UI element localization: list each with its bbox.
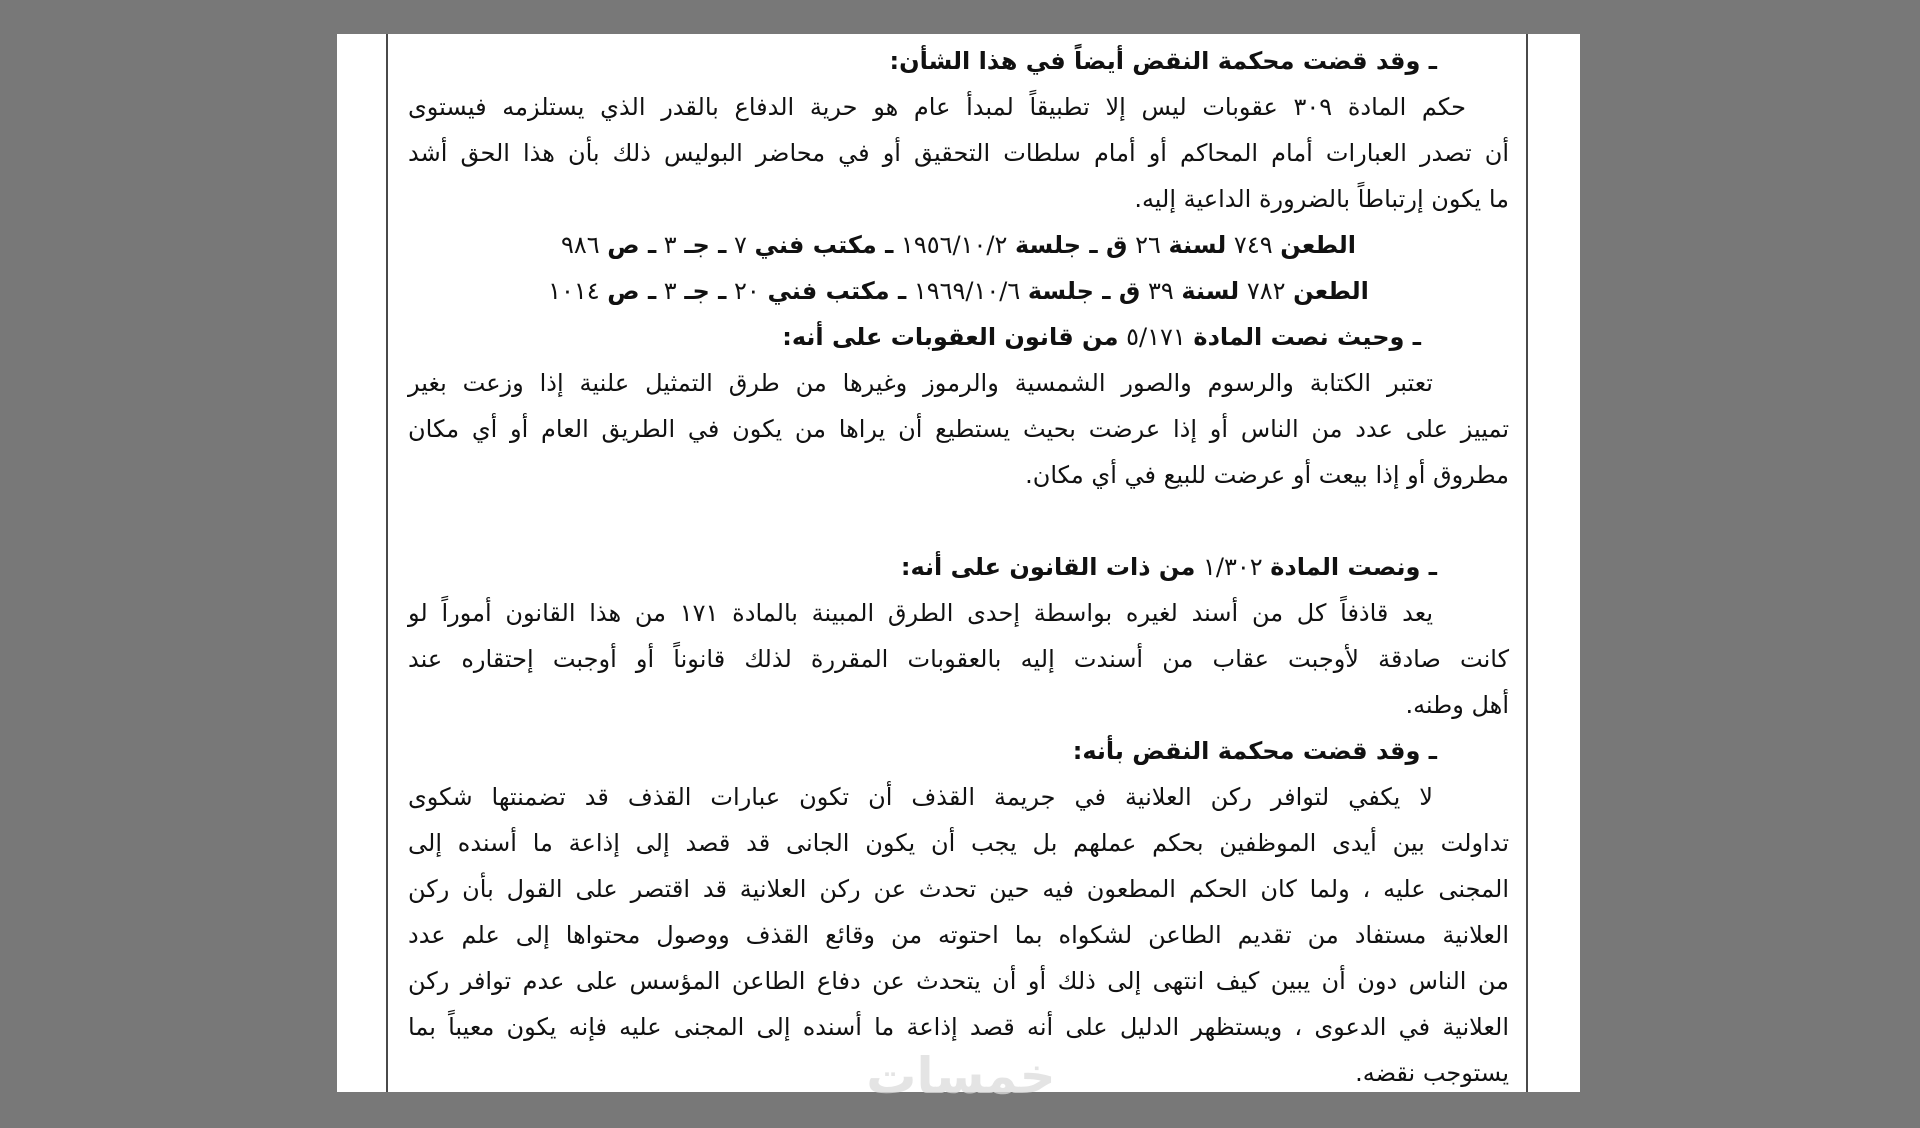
citation-appeal-number: ٧٤٩ <box>1233 231 1273 259</box>
citation-part-number: ٣ <box>663 231 677 259</box>
right-margin-rule <box>1526 34 1528 1092</box>
left-margin-rule <box>386 34 388 1092</box>
citation-office-number: ٧ <box>734 231 747 259</box>
blank-line <box>408 498 1509 544</box>
paragraph-line: مطروق أو إذا بيعت أو عرضت للبيع في أي مكان. <box>1025 461 1509 489</box>
paragraph-line: يعد قاذفاً كل من أسند لغيره بواسطة إحدى الطرق المبينة بالمادة ١٧١ من هذا القانون أموراً لو <box>408 599 1433 627</box>
citation-part-label: ـ جـ <box>684 277 727 305</box>
citation-year: ٢٦ <box>1135 231 1161 259</box>
citation-page-number: ١٠١٤ <box>548 277 600 305</box>
citation-page-label: ـ ص <box>607 277 657 305</box>
paragraph-line: من الناس دون أن يبين كيف انتهى إلى ذلك أو أن يتحدث عن دفاع الطاعن المؤسس على عدم توافر ركن <box>408 967 1509 995</box>
citation-year-label: لسنة <box>1181 277 1240 305</box>
heading-suffix: من قانون العقوبات على أنه: <box>782 323 1119 351</box>
citation-appeal-label: الطعن <box>1293 277 1369 305</box>
section-heading: ـ وقد قضت محكمة النقض بأنه: <box>1072 737 1437 765</box>
document-page <box>337 34 1580 1092</box>
paragraph-line: حكم المادة ٣٠٩ عقوبات ليس إلا تطبيقاً لمبدأ عام هو حرية الدفاع بالقدر الذي يستلزمه فيستوى <box>408 93 1466 121</box>
citation-year: ٣٩ <box>1147 277 1174 305</box>
document-body <box>408 38 1509 1096</box>
citation-appeal-label: الطعن <box>1280 231 1356 259</box>
heading-article-number: ١/٣٠٢ <box>1202 553 1263 581</box>
citation-session-label: ق ـ جلسة <box>1014 231 1128 259</box>
citation-line <box>408 222 1509 268</box>
section-heading <box>408 314 1509 360</box>
heading-suffix: من ذات القانون على أنه: <box>900 553 1196 581</box>
paragraph-line: تعتبر الكتابة والرسوم والصور الشمسية والرموز وغيرها من طرق التمثيل علنية إذا وزعت بغير <box>408 369 1433 397</box>
paragraph-line: أن تصدر العبارات أمام المحاكم أو أمام سلطات التحقيق أو في محاضر البوليس ذلك بأن هذا الحق أشد <box>408 139 1509 167</box>
citation-page-label: ـ ص <box>607 231 657 259</box>
heading-article-number: ٥/١٧١ <box>1126 323 1186 351</box>
citation-office-label: ـ مكتب فني <box>767 277 907 305</box>
paragraph-line: لا يكفي لتوافر ركن العلانية في جريمة القذف أن تكون عبارات القذف قد تضمنتها شكوى <box>408 783 1433 811</box>
citation-session-date: ١٩٥٦/١٠/٢ <box>900 231 1008 259</box>
citation-office-label: ـ مكتب فني <box>754 231 894 259</box>
heading-prefix: ـ ونصت المادة <box>1270 553 1437 581</box>
citation-session-label: ق ـ جلسة <box>1027 277 1141 305</box>
citation-year-label: لسنة <box>1168 231 1227 259</box>
paragraph-line: أهل وطنه. <box>1405 691 1509 719</box>
paragraph-line: العلانية في الدعوى ، ويستظهر الدليل على أنه قصد إذاعة ما أسنده إلى المجنى عليه فإنه يكون معيباً بما <box>408 1013 1509 1041</box>
watermark-logo: خمسات <box>866 1047 1056 1105</box>
citation-office-number: ٢٠ <box>734 277 760 305</box>
paragraph-line: العلانية مستفاد من تقديم الطاعن لشكواه بما احتوته من وقائع القذف ووصول محتواها إلى علم عدد <box>408 921 1509 949</box>
section-heading <box>408 544 1509 590</box>
paragraph-line: تمييز على عدد من الناس أو إذا عرضت بحيث يستطيع أن يراها من يكون في الطريق العام أو أي مكان <box>408 415 1509 443</box>
citation-page-number: ٩٨٦ <box>560 231 600 259</box>
paragraph-line: كانت صادقة لأوجبت عقاب من أسندت إليه بالعقوبات المقررة لذلك قانوناً أو أوجبت إحتقاره عند <box>408 645 1509 673</box>
citation-session-date: ١٩٦٩/١٠/٦ <box>913 277 1021 305</box>
paragraph-line: تداولت بين أيدى الموظفين بحكم عملهم بل يجب أن يكون الجانى قد قصد إلى إذاعة ما أسنده إلى <box>408 829 1509 857</box>
citation-appeal-number: ٧٨٢ <box>1246 277 1286 305</box>
section-heading: ـ وقد قضت محكمة النقض أيضاً في هذا الشأن: <box>889 47 1437 75</box>
citation-line <box>408 268 1509 314</box>
paragraph-line: المجنى عليه ، ولما كان الحكم المطعون فيه حين تحدث عن ركن العلانية قد اقتصر على القول بأن ركن <box>408 875 1509 903</box>
heading-prefix: ـ وحيث نصت المادة <box>1193 323 1421 351</box>
paragraph-line: ما يكون إرتباطاً بالضرورة الداعية إليه. <box>1134 185 1509 213</box>
citation-part-number: ٣ <box>663 277 677 305</box>
citation-part-label: ـ جـ <box>684 231 727 259</box>
paragraph-line: يستوجب نقضه. <box>1355 1059 1509 1087</box>
